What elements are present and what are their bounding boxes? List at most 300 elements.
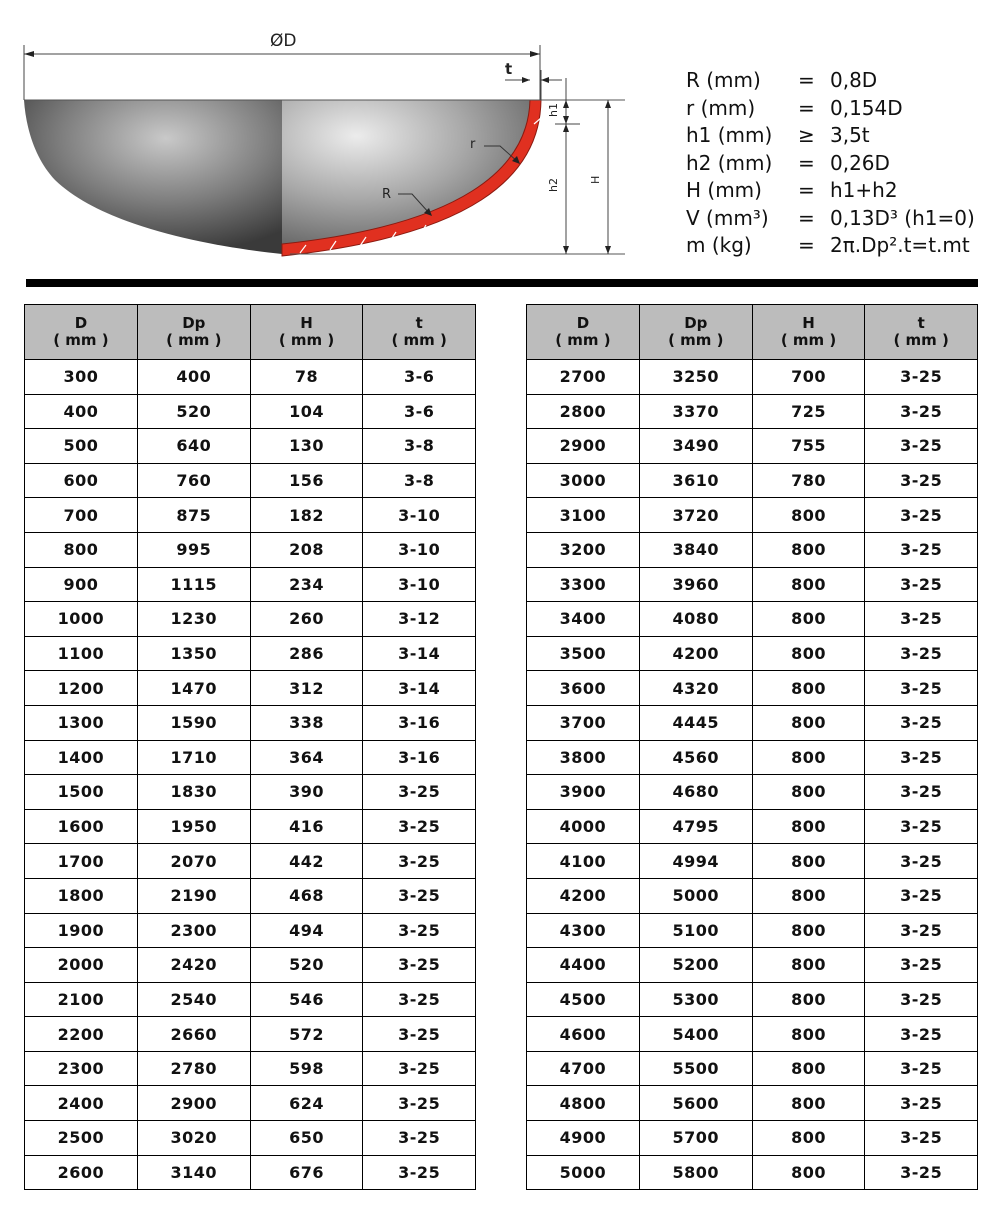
table-cell: 995 bbox=[137, 532, 250, 567]
formula-value: 3,5t bbox=[830, 123, 870, 147]
table-cell: 3-25 bbox=[363, 1121, 476, 1156]
table-cell: 3-25 bbox=[865, 705, 978, 740]
table-row bbox=[527, 567, 978, 602]
table-cell: 2700 bbox=[527, 360, 640, 395]
table-cell: 4700 bbox=[527, 1051, 640, 1086]
column-header-unit: ( mm ) bbox=[668, 331, 724, 349]
table-cell: 4200 bbox=[527, 878, 640, 913]
table-cell: 2400 bbox=[25, 1086, 138, 1121]
table-cell: 3-10 bbox=[363, 567, 476, 602]
table-cell: 4560 bbox=[639, 740, 752, 775]
table-cell: 4400 bbox=[527, 948, 640, 983]
table-row bbox=[25, 982, 476, 1017]
table-cell: 3-10 bbox=[363, 498, 476, 533]
table-row bbox=[25, 567, 476, 602]
table-cell: 1115 bbox=[137, 567, 250, 602]
table-cell: 3-14 bbox=[363, 636, 476, 671]
column-header bbox=[527, 305, 640, 360]
column-header bbox=[25, 305, 138, 360]
table-cell: 3-8 bbox=[363, 429, 476, 464]
table-cell: 3-25 bbox=[865, 498, 978, 533]
table-cell: 800 bbox=[752, 844, 865, 879]
table-row bbox=[527, 809, 978, 844]
table-cell: 3-16 bbox=[363, 740, 476, 775]
table-row bbox=[527, 1086, 978, 1121]
table-cell: 4445 bbox=[639, 705, 752, 740]
formula-row bbox=[686, 122, 975, 150]
column-header-unit: ( mm ) bbox=[780, 331, 837, 349]
table-cell: 1200 bbox=[25, 671, 138, 706]
formula-value: 0,154D bbox=[830, 95, 903, 120]
table-cell: 3-25 bbox=[363, 1051, 476, 1086]
table-cell: 3300 bbox=[527, 567, 640, 602]
table-cell: 800 bbox=[752, 602, 865, 637]
column-header bbox=[865, 305, 978, 360]
table-row bbox=[527, 602, 978, 637]
table-cell: 3-12 bbox=[363, 602, 476, 637]
table-cell: 4800 bbox=[527, 1086, 640, 1121]
table-cell: 3-25 bbox=[363, 1017, 476, 1052]
column-header-name: t bbox=[917, 314, 925, 332]
table-row bbox=[25, 463, 476, 498]
column-header bbox=[363, 305, 476, 360]
column-header-unit: ( mm ) bbox=[278, 331, 335, 349]
table-cell: 4500 bbox=[527, 982, 640, 1017]
table-cell: 800 bbox=[752, 775, 865, 810]
table-row bbox=[25, 360, 476, 395]
table-cell: 3490 bbox=[639, 429, 752, 464]
table-cell: 3-25 bbox=[865, 429, 978, 464]
table-cell: 5300 bbox=[639, 982, 752, 1017]
table-cell: 3-25 bbox=[865, 636, 978, 671]
formula-var: h1 (mm) bbox=[686, 123, 773, 147]
table-cell: 1230 bbox=[137, 602, 250, 637]
formula-op: = bbox=[798, 95, 815, 120]
column-header-unit: ( mm ) bbox=[555, 331, 611, 349]
table-cell: 500 bbox=[25, 429, 138, 464]
table-cell: 3-25 bbox=[865, 878, 978, 913]
table-cell: 3-25 bbox=[363, 844, 476, 879]
table-cell: 286 bbox=[250, 636, 363, 671]
table-cell: 3200 bbox=[527, 532, 640, 567]
table-cell: 78 bbox=[250, 360, 363, 395]
column-header-name: Dp bbox=[684, 314, 708, 332]
table-cell: 520 bbox=[137, 394, 250, 429]
table-cell: 800 bbox=[752, 878, 865, 913]
formula-value: 0,8D bbox=[830, 68, 878, 92]
table-cell: 390 bbox=[250, 775, 363, 810]
table-cell: 2300 bbox=[25, 1051, 138, 1086]
table-row bbox=[25, 1121, 476, 1156]
table-cell: 598 bbox=[250, 1051, 363, 1086]
table-cell: 1600 bbox=[25, 809, 138, 844]
table-row bbox=[25, 1155, 476, 1190]
table-cell: 5400 bbox=[639, 1017, 752, 1052]
table-cell: 3000 bbox=[527, 463, 640, 498]
table-row bbox=[527, 429, 978, 464]
table-cell: 4994 bbox=[639, 844, 752, 879]
table-cell: 156 bbox=[250, 463, 363, 498]
table-row bbox=[527, 1121, 978, 1156]
table-cell: 3-25 bbox=[865, 360, 978, 395]
table-cell: 800 bbox=[752, 982, 865, 1017]
table-cell: 3-8 bbox=[363, 463, 476, 498]
table-cell: 400 bbox=[25, 394, 138, 429]
table-cell: 700 bbox=[25, 498, 138, 533]
table-cell: 1800 bbox=[25, 878, 138, 913]
table-cell: 300 bbox=[25, 360, 138, 395]
table-cell: 676 bbox=[250, 1155, 363, 1190]
table-cell: 2660 bbox=[137, 1017, 250, 1052]
table-cell: 800 bbox=[752, 1051, 865, 1086]
table-cell: 800 bbox=[752, 532, 865, 567]
formula-op: = bbox=[798, 150, 815, 175]
table-cell: 3-10 bbox=[363, 532, 476, 567]
diameter-label: ØD bbox=[270, 31, 297, 51]
table-row bbox=[25, 394, 476, 429]
H-label: H bbox=[589, 175, 602, 184]
formula-var: h2 (mm) bbox=[686, 150, 773, 175]
table-cell: 700 bbox=[752, 360, 865, 395]
table-cell: 3-25 bbox=[865, 1121, 978, 1156]
column-header-unit: ( mm ) bbox=[893, 331, 949, 349]
table-cell: 3-25 bbox=[363, 809, 476, 844]
table-cell: 800 bbox=[752, 1086, 865, 1121]
formula-row bbox=[686, 150, 975, 178]
column-header bbox=[639, 305, 752, 360]
table-cell: 5100 bbox=[639, 913, 752, 948]
table-row bbox=[527, 1017, 978, 1052]
table-cell: 3-25 bbox=[865, 463, 978, 498]
table-cell: 260 bbox=[250, 602, 363, 637]
table-cell: 3800 bbox=[527, 740, 640, 775]
table-cell: 2900 bbox=[527, 429, 640, 464]
table-cell: 3-25 bbox=[865, 809, 978, 844]
table-cell: 800 bbox=[752, 740, 865, 775]
table-cell: 3-14 bbox=[363, 671, 476, 706]
table-cell: 442 bbox=[250, 844, 363, 879]
table-cell: 3-25 bbox=[865, 1051, 978, 1086]
formula-var: V (mm³) bbox=[686, 205, 769, 230]
table-cell: 3100 bbox=[527, 498, 640, 533]
header-row bbox=[527, 305, 978, 360]
table-cell: 1950 bbox=[137, 809, 250, 844]
table-cell: 4320 bbox=[639, 671, 752, 706]
table-cell: 494 bbox=[250, 913, 363, 948]
table-cell: 800 bbox=[25, 532, 138, 567]
formula-value: 0,13D³ (h1=0) bbox=[830, 205, 975, 230]
table-cell: 2100 bbox=[25, 982, 138, 1017]
head-outer-half bbox=[24, 100, 282, 254]
table-cell: 800 bbox=[752, 913, 865, 948]
formula-value: 0,26D bbox=[830, 150, 890, 175]
table-cell: 780 bbox=[752, 463, 865, 498]
table-row bbox=[527, 913, 978, 948]
table-row bbox=[25, 705, 476, 740]
table-cell: 1590 bbox=[137, 705, 250, 740]
table-cell: 4600 bbox=[527, 1017, 640, 1052]
column-header bbox=[250, 305, 363, 360]
formula-row bbox=[686, 205, 975, 233]
table-cell: 800 bbox=[752, 498, 865, 533]
table-row bbox=[527, 982, 978, 1017]
table-cell: 3500 bbox=[527, 636, 640, 671]
table-row bbox=[25, 532, 476, 567]
table-cell: 760 bbox=[137, 463, 250, 498]
table-cell: 3-25 bbox=[865, 913, 978, 948]
table-cell: 5600 bbox=[639, 1086, 752, 1121]
table-cell: 3960 bbox=[639, 567, 752, 602]
formula-op: = bbox=[798, 178, 815, 202]
table-cell: 3-25 bbox=[865, 982, 978, 1017]
table-row bbox=[25, 498, 476, 533]
table-row bbox=[25, 913, 476, 948]
column-header bbox=[752, 305, 865, 360]
table-cell: 2780 bbox=[137, 1051, 250, 1086]
table-row bbox=[527, 1051, 978, 1086]
r-label: r bbox=[470, 137, 476, 152]
table-cell: 3610 bbox=[639, 463, 752, 498]
table-cell: 2200 bbox=[25, 1017, 138, 1052]
table-cell: 3-25 bbox=[865, 602, 978, 637]
table-row bbox=[527, 775, 978, 810]
table-row bbox=[527, 498, 978, 533]
table-row bbox=[25, 740, 476, 775]
table-cell: 3-25 bbox=[363, 1086, 476, 1121]
table-cell: 624 bbox=[250, 1086, 363, 1121]
formula-var: H (mm) bbox=[686, 178, 762, 202]
table-cell: 4300 bbox=[527, 913, 640, 948]
table-cell: 1400 bbox=[25, 740, 138, 775]
table-cell: 1350 bbox=[137, 636, 250, 671]
table-cell: 2300 bbox=[137, 913, 250, 948]
table-cell: 3-25 bbox=[363, 878, 476, 913]
table-cell: 725 bbox=[752, 394, 865, 429]
table-cell: 900 bbox=[25, 567, 138, 602]
table-cell: 2600 bbox=[25, 1155, 138, 1190]
table-cell: 800 bbox=[752, 809, 865, 844]
table-row bbox=[527, 878, 978, 913]
table-row bbox=[25, 636, 476, 671]
table-cell: 3-25 bbox=[865, 567, 978, 602]
formula-row bbox=[686, 177, 975, 205]
table-cell: 5200 bbox=[639, 948, 752, 983]
table-cell: 4680 bbox=[639, 775, 752, 810]
table-cell: 234 bbox=[250, 567, 363, 602]
table-cell: 3-25 bbox=[363, 982, 476, 1017]
table-cell: 104 bbox=[250, 394, 363, 429]
table-cell: 640 bbox=[137, 429, 250, 464]
table-cell: 3020 bbox=[137, 1121, 250, 1156]
table-cell: 130 bbox=[250, 429, 363, 464]
table-cell: 1300 bbox=[25, 705, 138, 740]
table-row bbox=[527, 1155, 978, 1190]
column-header-name: D bbox=[74, 314, 88, 332]
table-row bbox=[25, 429, 476, 464]
table-cell: 520 bbox=[250, 948, 363, 983]
table-cell: 1710 bbox=[137, 740, 250, 775]
table-cell: 1100 bbox=[25, 636, 138, 671]
table-cell: 2070 bbox=[137, 844, 250, 879]
table-cell: 800 bbox=[752, 567, 865, 602]
formula-value: 2π.Dp².t=t.mt bbox=[830, 233, 970, 257]
column-header-name: H bbox=[300, 314, 313, 332]
table-cell: 3-25 bbox=[865, 1017, 978, 1052]
table-row bbox=[527, 705, 978, 740]
table-cell: 338 bbox=[250, 705, 363, 740]
table-row bbox=[25, 948, 476, 983]
table-cell: 4900 bbox=[527, 1121, 640, 1156]
table-row bbox=[25, 1086, 476, 1121]
table-cell: 4100 bbox=[527, 844, 640, 879]
table-cell: 3-25 bbox=[865, 740, 978, 775]
table-cell: 5000 bbox=[639, 878, 752, 913]
column-header-unit: ( mm ) bbox=[53, 331, 109, 349]
table-cell: 3-25 bbox=[865, 1155, 978, 1190]
table-cell: 800 bbox=[752, 1121, 865, 1156]
table-cell: 800 bbox=[752, 948, 865, 983]
table-row bbox=[25, 878, 476, 913]
column-header bbox=[137, 305, 250, 360]
table-cell: 3900 bbox=[527, 775, 640, 810]
table-cell: 2540 bbox=[137, 982, 250, 1017]
table-cell: 5500 bbox=[639, 1051, 752, 1086]
table-cell: 468 bbox=[250, 878, 363, 913]
table-cell: 4795 bbox=[639, 809, 752, 844]
formula-op: = bbox=[798, 233, 815, 257]
table-cell: 3-25 bbox=[363, 1155, 476, 1190]
table-row bbox=[527, 948, 978, 983]
formula-var: r (mm) bbox=[686, 95, 756, 120]
formula-var: R (mm) bbox=[686, 68, 761, 92]
table-cell: 1830 bbox=[137, 775, 250, 810]
table-cell: 3-16 bbox=[363, 705, 476, 740]
separator-rule bbox=[26, 279, 978, 287]
table-row bbox=[527, 532, 978, 567]
table-cell: 3600 bbox=[527, 671, 640, 706]
table-cell: 364 bbox=[250, 740, 363, 775]
table-cell: 3700 bbox=[527, 705, 640, 740]
table-row bbox=[25, 809, 476, 844]
table-cell: 2900 bbox=[137, 1086, 250, 1121]
formula-op: = bbox=[798, 205, 815, 230]
column-header-unit: ( mm ) bbox=[166, 331, 222, 349]
h2-label: h2 bbox=[547, 178, 560, 192]
table-cell: 800 bbox=[752, 705, 865, 740]
column-header-name: t bbox=[415, 314, 423, 332]
table-cell: 5000 bbox=[527, 1155, 640, 1190]
table-cell: 600 bbox=[25, 463, 138, 498]
table-cell: 755 bbox=[752, 429, 865, 464]
table-row bbox=[25, 844, 476, 879]
table-cell: 3-25 bbox=[865, 671, 978, 706]
table-cell: 800 bbox=[752, 1155, 865, 1190]
table-row bbox=[527, 740, 978, 775]
table-cell: 1000 bbox=[25, 602, 138, 637]
h1-label: h1 bbox=[547, 103, 560, 117]
table-cell: 800 bbox=[752, 671, 865, 706]
table-cell: 5800 bbox=[639, 1155, 752, 1190]
table-cell: 875 bbox=[137, 498, 250, 533]
table-cell: 3140 bbox=[137, 1155, 250, 1190]
table-row bbox=[527, 636, 978, 671]
table-cell: 3-25 bbox=[865, 844, 978, 879]
table-cell: 3-25 bbox=[865, 532, 978, 567]
table-cell: 208 bbox=[250, 532, 363, 567]
spec-table-right bbox=[526, 304, 978, 1190]
table-cell: 416 bbox=[250, 809, 363, 844]
table-cell: 2000 bbox=[25, 948, 138, 983]
column-header-name: Dp bbox=[182, 314, 206, 332]
formula-list bbox=[686, 67, 975, 260]
formula-row bbox=[686, 95, 975, 123]
header-row bbox=[25, 305, 476, 360]
formula-value: h1+h2 bbox=[830, 178, 898, 202]
table-cell: 4200 bbox=[639, 636, 752, 671]
table-cell: 2800 bbox=[527, 394, 640, 429]
column-header-unit: ( mm ) bbox=[391, 331, 447, 349]
table-row bbox=[527, 360, 978, 395]
table-cell: 3-6 bbox=[363, 394, 476, 429]
column-header-name: D bbox=[576, 314, 590, 332]
table-cell: 2500 bbox=[25, 1121, 138, 1156]
table-cell: 1470 bbox=[137, 671, 250, 706]
table-cell: 3-25 bbox=[865, 775, 978, 810]
table-cell: 572 bbox=[250, 1017, 363, 1052]
table-row bbox=[25, 775, 476, 810]
table-row bbox=[527, 671, 978, 706]
formula-op: = bbox=[798, 68, 815, 92]
table-cell: 1900 bbox=[25, 913, 138, 948]
table-cell: 3250 bbox=[639, 360, 752, 395]
table-cell: 3-25 bbox=[363, 775, 476, 810]
table-cell: 3-25 bbox=[865, 1086, 978, 1121]
table-cell: 4080 bbox=[639, 602, 752, 637]
table-cell: 312 bbox=[250, 671, 363, 706]
table-cell: 1500 bbox=[25, 775, 138, 810]
table-cell: 546 bbox=[250, 982, 363, 1017]
table-cell: 400 bbox=[137, 360, 250, 395]
table-cell: 650 bbox=[250, 1121, 363, 1156]
formula-var: m (kg) bbox=[686, 233, 752, 257]
table-cell: 3-6 bbox=[363, 360, 476, 395]
formula-op: ≥ bbox=[798, 123, 815, 147]
table-cell: 1700 bbox=[25, 844, 138, 879]
table-cell: 3-25 bbox=[865, 948, 978, 983]
thickness-label: t bbox=[505, 60, 513, 78]
table-row bbox=[527, 844, 978, 879]
column-header-name: H bbox=[802, 314, 815, 332]
table-cell: 182 bbox=[250, 498, 363, 533]
table-cell: 3840 bbox=[639, 532, 752, 567]
table-row bbox=[25, 602, 476, 637]
table-cell: 3-25 bbox=[865, 394, 978, 429]
table-cell: 2420 bbox=[137, 948, 250, 983]
table-cell: 3-25 bbox=[363, 913, 476, 948]
R-label: R bbox=[382, 187, 392, 202]
formula-row bbox=[686, 67, 975, 95]
table-row bbox=[527, 394, 978, 429]
table-row bbox=[527, 463, 978, 498]
table-cell: 3-25 bbox=[363, 948, 476, 983]
table-cell: 2190 bbox=[137, 878, 250, 913]
table-cell: 3370 bbox=[639, 394, 752, 429]
table-row bbox=[25, 1017, 476, 1052]
table-row bbox=[25, 671, 476, 706]
table-cell: 4000 bbox=[527, 809, 640, 844]
table-cell: 3400 bbox=[527, 602, 640, 637]
table-cell: 800 bbox=[752, 1017, 865, 1052]
